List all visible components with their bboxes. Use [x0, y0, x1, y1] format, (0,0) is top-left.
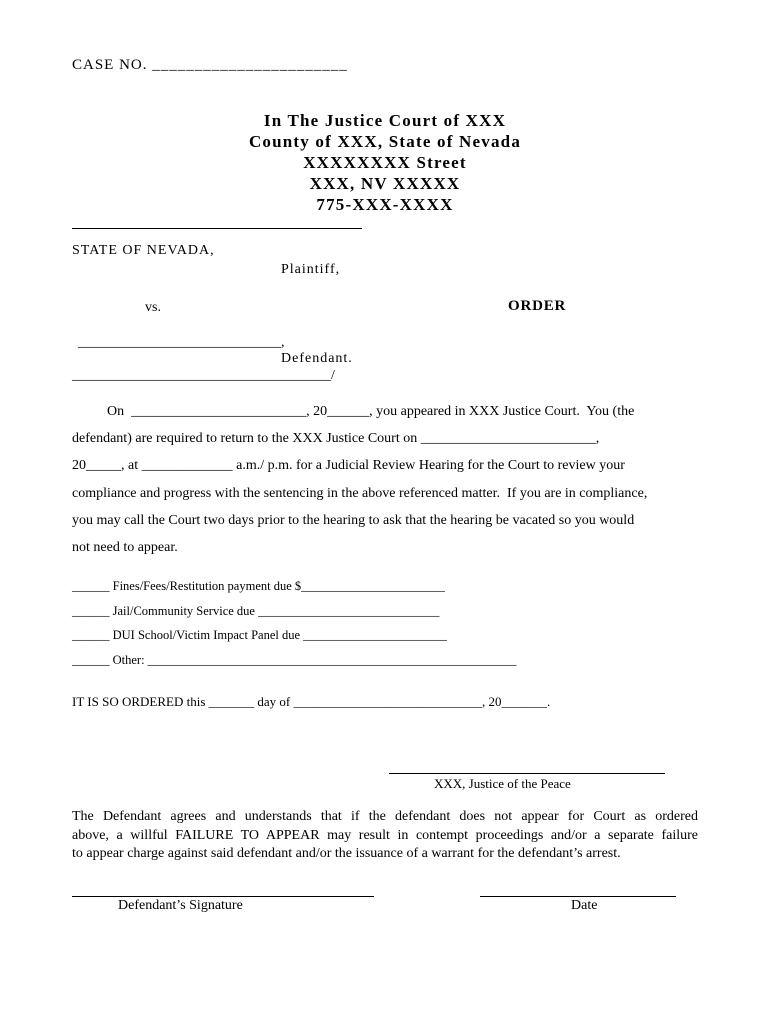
- case-number: CASE NO. _______________________: [72, 57, 348, 73]
- order-body: [72, 398, 698, 561]
- so-ordered-line: IT IS SO ORDERED this _______ day of _____________________________, 20_______.: [72, 694, 551, 709]
- date-signature-line: [480, 896, 676, 897]
- court-header: [0, 110, 770, 215]
- body-line: On _________________________, 20______, you appeared in XXX Justice Court. You (the: [72, 404, 635, 419]
- order-title: ORDER: [508, 298, 567, 314]
- defendant-name-blank: _____________________________,: [78, 335, 285, 350]
- body-line: defendant) are required to return to the XXX Justice Court on _________________________,: [72, 431, 600, 447]
- checklist-item-other: ______ Other: ___________________________________________________________: [72, 653, 517, 667]
- body-line: not need to appear.: [72, 540, 178, 556]
- acknowledgment-line: to appear charge against said defendant and/or the issuance of a warrant for the defendant’s arrest.: [72, 846, 621, 861]
- checklist-item-dui: ______ DUI School/Victim Impact Panel due _______________________: [72, 628, 447, 642]
- checklist-item-fines: ______ Fines/Fees/Restitution payment due $_______________________: [72, 579, 445, 593]
- court-name: In The Justice Court of XXX: [263, 111, 507, 130]
- plaintiff-role: Plaintiff,: [281, 262, 341, 277]
- defendant-signature-label: Defendant’s Signature: [118, 898, 243, 913]
- body-line: compliance and progress with the sentencing in the above referenced matter. If you are in compliance,: [72, 485, 648, 501]
- checklist-item-jail: ______ Jail/Community Service due _____________________________: [72, 604, 440, 618]
- date-label: Date: [571, 898, 598, 913]
- body-line: 20_____, at _____________ a.m./ p.m. for a Judicial Review Hearing for the Court to review your: [72, 458, 625, 474]
- header-divider: [72, 228, 362, 229]
- body-line: you may call the Court two days prior to the hearing to ask that the hearing be vacated so you would: [72, 512, 635, 528]
- acknowledgment-line: above, a willful FAILURE TO APPEAR may result in contempt proceedings and/or a separate failure: [72, 827, 698, 843]
- court-phone: 775-XXX-XXXX: [316, 195, 454, 214]
- caption-closing-line: _____________________________________/: [72, 368, 335, 383]
- court-county-state: County of XXX, State of Nevada: [248, 132, 522, 151]
- judge-signature-line: [389, 773, 665, 774]
- acknowledgment-line: The Defendant agrees and understands that if the defendant does not appear for Court as ordered: [72, 809, 698, 824]
- court-street: XXXXXXXX Street: [303, 153, 467, 172]
- versus-label: vs.: [145, 300, 161, 315]
- judge-label: XXX, Justice of the Peace: [434, 776, 571, 791]
- court-city-zip: XXX, NV XXXXX: [309, 174, 461, 193]
- plaintiff-name: STATE OF NEVADA,: [72, 243, 215, 258]
- defendant-role: Defendant.: [281, 351, 353, 366]
- defendant-signature-line: [72, 896, 374, 897]
- defendant-acknowledgment: [72, 808, 698, 864]
